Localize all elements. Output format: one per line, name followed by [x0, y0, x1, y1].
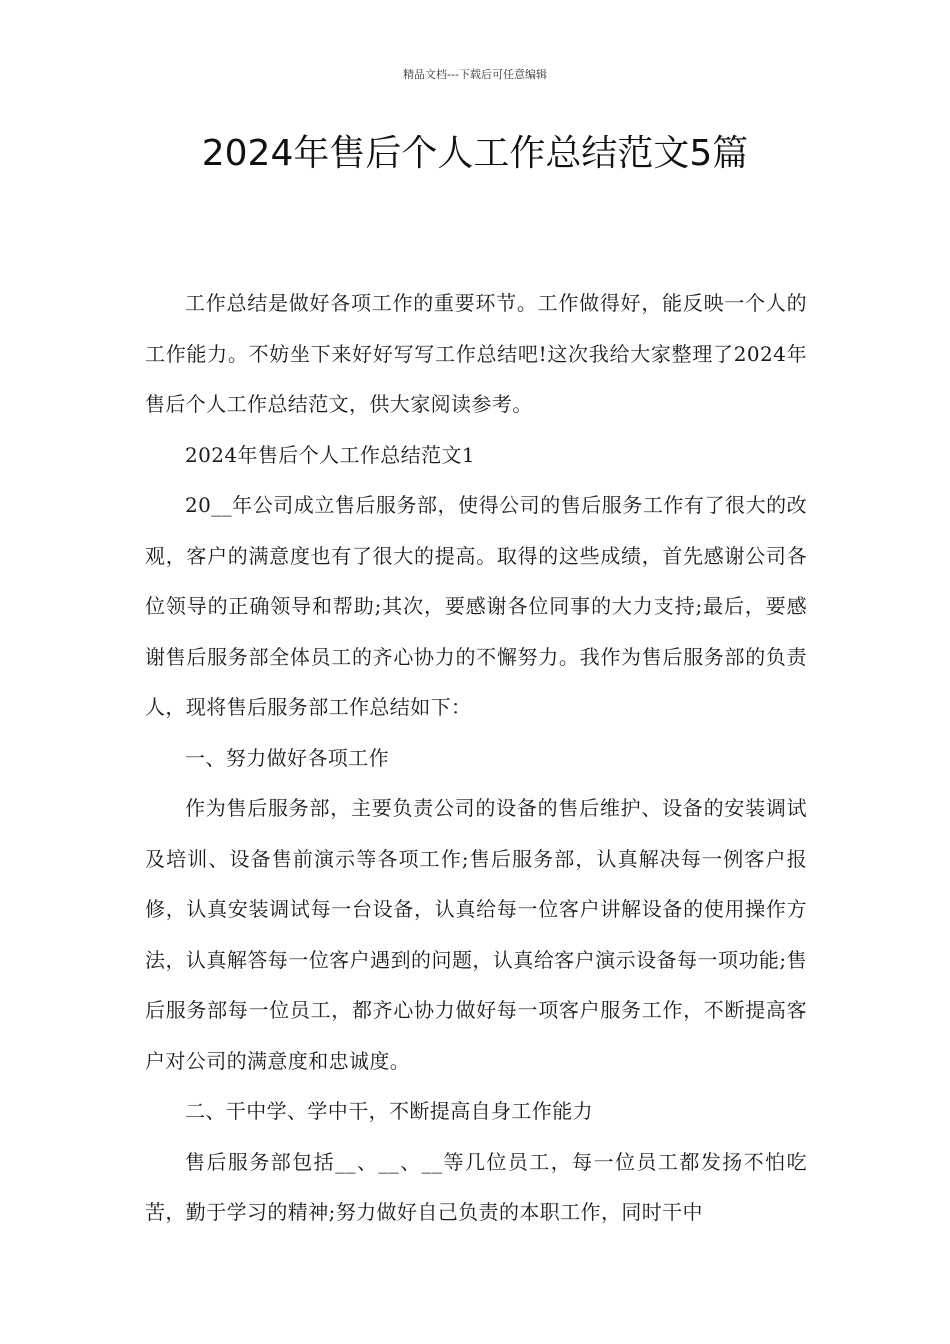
section-title-1: 2024年售后个人工作总结范文1	[185, 442, 476, 467]
body-paragraph-2: 作为售后服务部，主要负责公司的设备的售后维护、设备的安装调试及培训、设备售前演示等各项工作;售后服务部，认真解决每一例客户报修，认真安装调试每一台设备，认真给每一位客户讲解设备的使用操作方法，认真解答每一位客户遇到的问题，认真给客户演示设备每一项功能;售后服务部每一位员工，都齐心协力做好每一项客户服务工作，不断提高客户对公司的满意度和忠诚度。	[145, 796, 807, 1073]
subheading-1: 一、努力做好各项工作	[185, 745, 389, 770]
header-note: 精品文档---下载后可任意编辑	[403, 68, 547, 81]
intro-paragraph: 工作总结是做好各项工作的重要环节。工作做得好，能反映一个人的工作能力。不妨坐下来好好写写工作总结吧!这次我给大家整理了2024年售后个人工作总结范文，供大家阅读参考。	[145, 291, 807, 416]
document-title: 2024年售后个人工作总结范文5篇	[201, 133, 749, 174]
body-paragraph-1: 20__年公司成立售后服务部，使得公司的售后服务工作有了很大的改观，客户的满意度也有了很大的提高。取得的这些成绩，首先感谢公司各位领导的正确领导和帮助;其次，要感谢各位同事的大力支持;最后，要感谢售后服务部全体员工的齐心协力的不懈努力。我作为售后服务部的负责人，现将售后服务部工作总结如下：	[145, 493, 807, 719]
subheading-2: 二、干中学、学中干，不断提高自身工作能力	[185, 1099, 593, 1123]
body-paragraph-3: 售后服务部包括__、__、__等几位员工，每一位员工都发扬不怕吃苦，勤于学习的精神;努力做好自己负责的本职工作，同时干中	[145, 1149, 807, 1224]
document-body	[145, 278, 807, 1238]
